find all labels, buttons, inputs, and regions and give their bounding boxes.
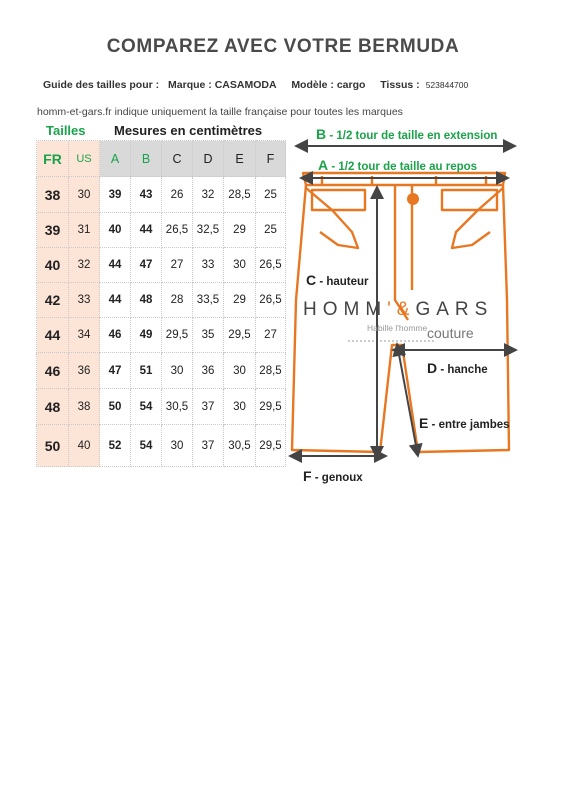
- table-cell-e: 30: [224, 389, 256, 425]
- table-cell-c: 30,5: [162, 389, 193, 425]
- table-cell-fr: 50: [37, 425, 69, 467]
- table-cell-us: 33: [69, 283, 100, 318]
- col-header-a: A: [100, 141, 131, 177]
- label-a-key: A: [318, 157, 329, 173]
- tailles-header: Tailles: [46, 123, 86, 138]
- left-pocket-shape: [306, 188, 358, 248]
- right-pocket-shape: [452, 188, 503, 248]
- table-cell-e: 28,5: [224, 177, 256, 213]
- table-cell-c: 26,5: [162, 213, 193, 248]
- brand-field: Marque : CASAMODA: [168, 79, 277, 91]
- brand-logo: [303, 299, 493, 321]
- table-cell-d: 36: [193, 353, 224, 389]
- table-cell-d: 33,5: [193, 283, 224, 318]
- table-cell-d: 33: [193, 248, 224, 283]
- brand-couture: couture: [427, 325, 474, 341]
- col-header-d: D: [193, 141, 224, 177]
- table-cell-us: 31: [69, 213, 100, 248]
- model-field: Modèle : cargo: [291, 79, 366, 91]
- label-d: [427, 360, 488, 376]
- table-cell-fr: 38: [37, 177, 69, 213]
- label-f: [303, 468, 363, 484]
- table-cell-d: 32: [193, 177, 224, 213]
- arrow-e: [398, 349, 417, 451]
- table-cell-d: 32,5: [193, 213, 224, 248]
- table-cell-us: 40: [69, 425, 100, 467]
- label-f-key: F: [303, 468, 312, 484]
- table-cell-f: 25: [256, 177, 286, 213]
- table-cell-us: 38: [69, 389, 100, 425]
- fabric-label: Tissus :: [380, 79, 420, 91]
- table-cell-b: 49: [131, 318, 162, 353]
- table-cell-b: 47: [131, 248, 162, 283]
- label-f-text: - genoux: [314, 472, 363, 484]
- table-cell-c: 26: [162, 177, 193, 213]
- table-cell-c: 28: [162, 283, 193, 318]
- col-header-b: B: [131, 141, 162, 177]
- table-cell-c: 29,5: [162, 318, 193, 353]
- fabric-value: 523844700: [425, 80, 469, 90]
- table-cell-a: 44: [100, 283, 131, 318]
- label-b-text: - 1/2 tour de taille en extension: [329, 130, 498, 142]
- brand-tagline: Habille l'homme: [367, 323, 428, 333]
- table-cell-b: 48: [131, 283, 162, 318]
- table-cell-f: 25: [256, 213, 286, 248]
- button-icon: [407, 193, 419, 205]
- table-cell-b: 51: [131, 353, 162, 389]
- table-cell-fr: 44: [37, 318, 69, 353]
- table-cell-fr: 42: [37, 283, 69, 318]
- table-cell-f: 27: [256, 318, 286, 353]
- label-a-text: - 1/2 tour de taille au repos: [331, 161, 478, 173]
- col-header-c: C: [162, 141, 193, 177]
- table-cell-a: 47: [100, 353, 131, 389]
- table-cell-us: 32: [69, 248, 100, 283]
- table-cell-c: 30: [162, 353, 193, 389]
- table-cell-c: 27: [162, 248, 193, 283]
- table-cell-f: 29,5: [256, 389, 286, 425]
- table-cell-a: 40: [100, 213, 131, 248]
- label-c-text: - hauteur: [319, 276, 369, 288]
- table-cell-fr: 40: [37, 248, 69, 283]
- table-cell-c: 30: [162, 425, 193, 467]
- table-cell-e: 30: [224, 248, 256, 283]
- table-cell-us: 36: [69, 353, 100, 389]
- label-c-key: C: [306, 272, 317, 288]
- col-header-e: E: [224, 141, 256, 177]
- table-cell-fr: 39: [37, 213, 69, 248]
- table-cell-f: 26,5: [256, 248, 286, 283]
- col-header-fr: FR: [37, 141, 69, 177]
- label-e-key: E: [419, 415, 429, 431]
- brand-right: GARS: [415, 299, 494, 320]
- guide-label: Guide des tailles pour :: [43, 79, 160, 91]
- table-cell-a: 39: [100, 177, 131, 213]
- col-header-us: US: [69, 141, 100, 177]
- table-cell-b: 43: [131, 177, 162, 213]
- label-b: [316, 126, 497, 142]
- table-cell-b: 54: [131, 389, 162, 425]
- table-cell-a: 44: [100, 248, 131, 283]
- table-cell-us: 34: [69, 318, 100, 353]
- table-cell-e: 30,5: [224, 425, 256, 467]
- table-cell-b: 54: [131, 425, 162, 467]
- table-cell-a: 50: [100, 389, 131, 425]
- label-e: [419, 415, 510, 431]
- label-b-key: B: [316, 126, 327, 142]
- table-cell-a: 52: [100, 425, 131, 467]
- table-cell-e: 29: [224, 213, 256, 248]
- col-header-f: F: [256, 141, 286, 177]
- label-d-text: - hanche: [440, 364, 488, 376]
- table-cell-fr: 48: [37, 389, 69, 425]
- size-note: homm-et-gars.fr indique uniquement la taille française pour toutes les marques: [37, 106, 403, 118]
- table-cell-f: 29,5: [256, 425, 286, 467]
- table-cell-e: 30: [224, 353, 256, 389]
- table-cell-d: 35: [193, 318, 224, 353]
- table-cell-f: 26,5: [256, 283, 286, 318]
- label-d-key: D: [427, 360, 438, 376]
- table-cell-e: 29,5: [224, 318, 256, 353]
- page-title: COMPAREZ AVEC VOTRE BERMUDA: [106, 36, 460, 57]
- table-cell-fr: 46: [37, 353, 69, 389]
- table-cell-b: 44: [131, 213, 162, 248]
- brand-left: HOMM: [303, 299, 388, 320]
- table-cell-f: 28,5: [256, 353, 286, 389]
- table-cell-a: 46: [100, 318, 131, 353]
- label-c: [306, 272, 369, 288]
- brand-amp: '&: [387, 299, 416, 320]
- table-cell-d: 37: [193, 389, 224, 425]
- label-a: [318, 157, 477, 173]
- label-e-text: - entre jambes: [431, 419, 510, 431]
- mesures-header: Mesures en centimètres: [114, 123, 263, 138]
- table-cell-d: 37: [193, 425, 224, 467]
- table-cell-e: 29: [224, 283, 256, 318]
- table-cell-us: 30: [69, 177, 100, 213]
